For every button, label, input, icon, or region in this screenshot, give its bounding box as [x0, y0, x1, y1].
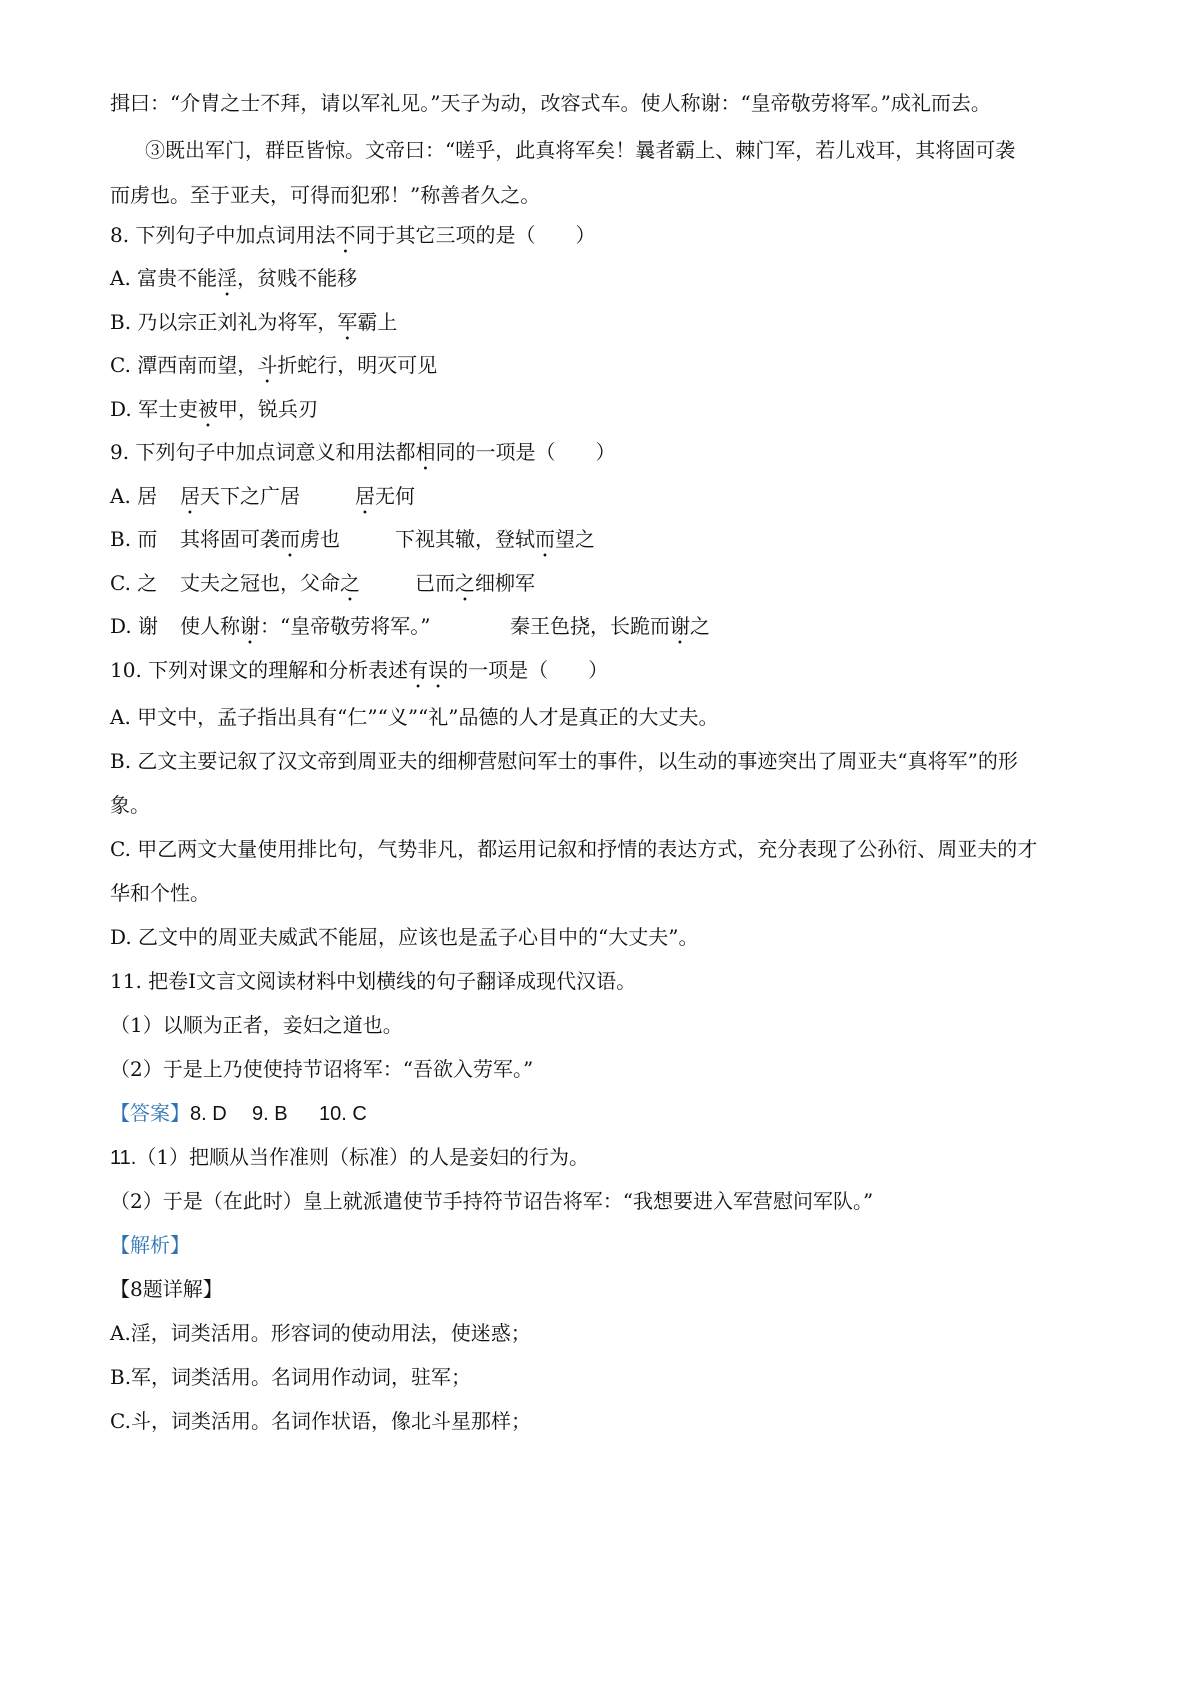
- q9-stem: 9. 下列句子中加点词意义和用法都相同的一项是（ ）: [110, 440, 616, 464]
- q9-option-c: C. 之 丈夫之冠也，父命之 已而之细柳军: [110, 571, 535, 595]
- analysis-heading: 【8题详解】: [110, 1277, 223, 1301]
- q9-option-a: A. 居 居天下之广居 居无何: [110, 484, 415, 508]
- q8-option-a: A. 富贵不能淫，贫贱不能移: [110, 266, 358, 290]
- q11-sentence-1: （1）以顺为正者，妾妇之道也。: [110, 1013, 403, 1037]
- q8-option-b: B. 乃以宗正刘礼为将军，军霸上: [110, 310, 398, 334]
- q10-option-b-line1: B. 乙文主要记叙了汉文帝到周亚夫的细柳营慰问军士的事件，以生动的事迹突出了周亚夫“真将军”的形: [110, 749, 1018, 773]
- answer-9: 9. B: [252, 1103, 288, 1125]
- q10-option-a: A. 甲文中，孟子指出具有“仁”“义”“礼”品德的人才是真正的大丈夫。: [110, 705, 719, 729]
- q11-sentence-2: （2）于是上乃使使持节诏将军：“吾欲入劳军。”: [110, 1057, 534, 1081]
- q8-option-d: D. 军士吏被甲，锐兵刃: [110, 397, 319, 421]
- q10-stem: 10. 下列对课文的理解和分析表述有误的一项是（ ）: [110, 658, 609, 682]
- q10-option-b-line2: 象。: [110, 793, 150, 817]
- analysis-c: C.斗，词类活用。名词作状语，像北斗星那样；: [110, 1409, 531, 1433]
- q9-option-b: B. 而 其将固可袭而虏也 下视其辙，登轼而望之: [110, 527, 595, 551]
- answer-tag: 【答案】: [110, 1101, 190, 1125]
- analysis-tag: 【解析】: [110, 1233, 190, 1257]
- answer-10: 10. C: [319, 1103, 367, 1125]
- answer-11-line1: 11.（1）把顺从当作准则（标准）的人是妾妇的行为。: [110, 1145, 590, 1169]
- q10-option-c-line1: C. 甲乙两文大量使用排比句，气势非凡，都运用记叙和抒情的表达方式，充分表现了公孙衍、周亚夫的才: [110, 837, 1038, 861]
- analysis-b: B.军，词类活用。名词用作动词，驻军；: [110, 1365, 472, 1389]
- answer-11-line2: （2）于是（在此时）皇上就派遣使节手持符节诏告将军：“我想要进入军营慰问军队。”: [110, 1189, 874, 1213]
- analysis-a: A.淫，词类活用。形容词的使动用法，使迷惑；: [110, 1321, 531, 1345]
- q8-option-c: C. 潭西南而望，斗折蛇行，明灭可见: [110, 353, 438, 377]
- passage-line-1: 揖曰：“介胄之士不拜，请以军礼见。”天子为动，改容式车。使人称谢：“皇帝敬劳将军。”成礼而去。: [110, 91, 991, 115]
- answer-8: 8. D: [190, 1103, 227, 1125]
- passage-line-3: 而虏也。至于亚夫，可得而犯邪！”称善者久之。: [110, 183, 541, 207]
- q10-option-c-line2: 华和个性。: [110, 881, 210, 905]
- passage-line-2: ③既出军门，群臣皆惊。文帝曰：“嗟乎，此真将军矣！曩者霸上、棘门军，若儿戏耳，其将固可袭: [145, 138, 1016, 162]
- q10-option-d: D. 乙文中的周亚夫威武不能屈，应该也是孟子心目中的“大丈夫”。: [110, 925, 699, 949]
- q11-stem: 11. 把卷Ⅰ文言文阅读材料中划横线的句子翻译成现代汉语。: [110, 969, 637, 993]
- answer-line: [110, 1098, 367, 1129]
- q8-stem: 8. 下列句子中加点词用法不同于其它三项的是（ ）: [110, 223, 596, 247]
- q9-option-d: D. 谢 使人称谢：“皇帝敬劳将军。” 秦王色挠，长跪而谢之: [110, 614, 710, 638]
